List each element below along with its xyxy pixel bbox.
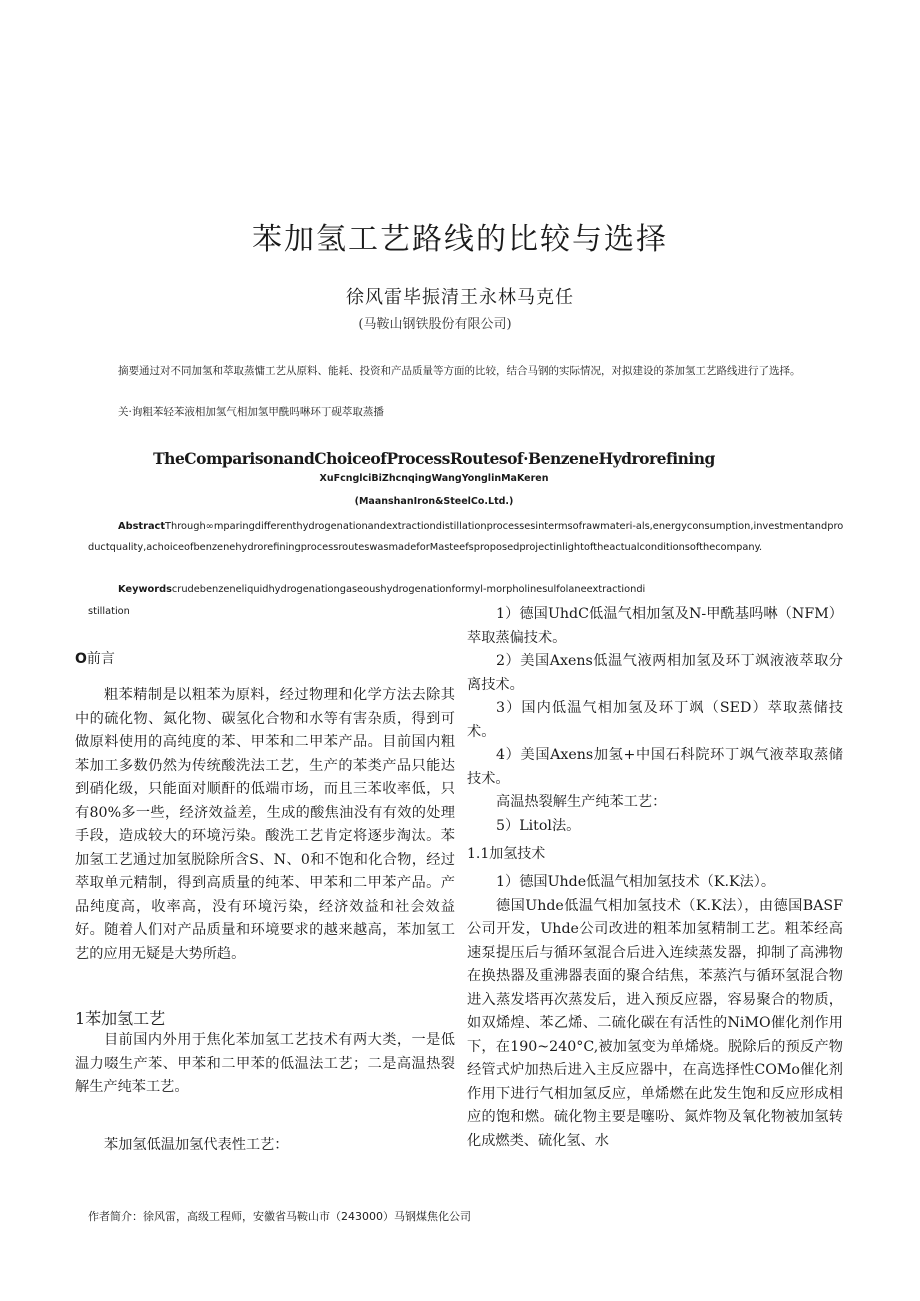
authors: 徐风雷毕振清王永林马克任 [346, 287, 574, 308]
abstract-text: Through∞mparingdifferenthydrogenationandextractiondistillationprocessesintermsofrawmateri-als,energyconsumption,investmentandproductquality,achoiceofbenzenehydrorefiningprocessrouteswasmadeforMasteefsproposedprojectinlightoftheactualconditionsofthecompany. [88, 521, 844, 553]
high-temp-intro: 高温热裂解生产纯苯工艺： [496, 794, 667, 810]
intro-paragraph: 粗苯精制是以粗苯为原料，经过物理和化学方法去除其中的硫化物、氮化物、碳氢化合物和水等有害杂质，得到可做原料使用的高纯度的苯、甲苯和二甲苯产品。目前国内粗苯加工多数仍然为传统酸洗法工艺，生产的苯类产品只能达到硝化级，只能面对顺酐的低端市场，而且三苯收率低，只有80%多一些，经济效益差，生成的酸焦油没有有效的处理手段，造成较大的环境污染。酸洗工艺肯定将逐步淘汰。苯加氢工艺通过加氢脱除所含S、N、0和不饱和化合物，经过萃取单元精制，得到高质量的纯苯、甲苯和二甲苯产品。产品纯度高，收率高，没有环境污染，经济效益和社会效益好。随着人们对产品质量和环境要求的越来越高，苯加氢工艺的应用无疑是大势所趋。 [75, 687, 455, 962]
english-affiliation: (MaanshanIron&SteelCo.Ltd.) [354, 496, 514, 507]
section-1-paragraph: 目前国内外用于焦化苯加氢工艺技术有两大类，一是低温力啜生产苯、甲苯和二甲苯的低温法工艺；二是高温热裂解生产纯苯工艺。 [75, 1032, 455, 1095]
author-note-footer: 作者简介：徐风雷，高级工程师，安徽省马鞍山市（243000）马钢煤焦化公司 [88, 1210, 471, 1223]
abstract-cn: 摘要通过对不同加氢和萃取蒸慵工艺从原料、能耗、投资和产品质量等方面的比较，结合马钢的实际情况，对拟建设的茶加氢工艺路线进行了选择。 [118, 365, 801, 377]
left-column [75, 648, 455, 1157]
process-item-1: 1）德国UhdC低温气相加氢及N-甲酰基吗啉（NFM）萃取蒸偏技术。 [467, 606, 843, 646]
keywords-label: Keywords [118, 584, 172, 595]
section-0-title: 前言 [86, 651, 115, 667]
uhde-item: 1）德国Uhde低温气相加氢技术（K.K法）。 [496, 874, 776, 890]
english-abstract [88, 516, 848, 558]
affiliation: (马鞍山钢铁股份有限公司) [358, 317, 512, 332]
section-1-heading: 1苯加氢工艺 [75, 1009, 166, 1028]
uhde-paragraph: 德国Uhde低温气相加氢技术（K.K法），由德国BASF公司开发，Uhde公司改进的粗苯加氢精制工艺。粗苯经高速泵提压后与循环氢混合后进入连续蒸发器，抑制了高沸物在换热器及重沸器表面的聚合结焦，苯蒸汽与循环氢混合物进入蒸发塔再次蒸发后，进入预反应器，容易聚合的物质，如双烯煌、苯乙烯、二硫化碳在有活性的NiMO催化剂作用下，在190~240°C,被加氢变为单烯烧。脱除后的预反产物经管式炉加热后进入主反应器中，在高选择性COMo催化剂作用下进行气相加氢反应，单烯燃在此发生饱和反应形成相应的饱和燃。硫化物主要是噻吩、氮炸物及氧化物被加氢转化成燃类、硫化氢、水 [467, 897, 843, 1149]
paper-title: 苯加氢工艺路线的比较与选择 [252, 222, 668, 257]
english-authors: XuFcnglciBiZhcnqingWangYonglinMaKeren [319, 473, 549, 484]
keywords-text: crudebenzeneliquidhydrogenationgaseoushydrogenationformyl-morpholinesulfolaneextractiondistillation [88, 584, 646, 617]
section-0-heading [75, 648, 455, 668]
process-item-2: 2）美国Axens低温气液两相加氢及环丁飒液液萃取分离技术。 [467, 653, 843, 693]
low-temp-intro: 苯加氢低温加氢代表性工艺： [104, 1136, 289, 1153]
process-item-3: 3）国内低温气相加氢及环丁飒（SED）萃取蒸储技术。 [467, 700, 843, 740]
english-title: TheComparisonandChoiceofProcessRoutesof·BenzeneHydrorefining [153, 449, 715, 468]
section-0-number: O [75, 651, 87, 667]
keywords-cn: 关·询粗苯轻苯液相加氢气相加氢甲酰吗啉环丁砚萃取蒸播 [118, 406, 384, 418]
process-item-4: 4）美国Axens加氢+中国石科院环丁飒气液萃取蒸储技术。 [467, 747, 843, 787]
right-column [467, 603, 843, 1153]
process-item-5: 5）Litol法。 [496, 817, 581, 834]
abstract-label: Abstract [118, 521, 166, 532]
section-1-1-heading: 1.1加氢技术 [467, 846, 546, 862]
